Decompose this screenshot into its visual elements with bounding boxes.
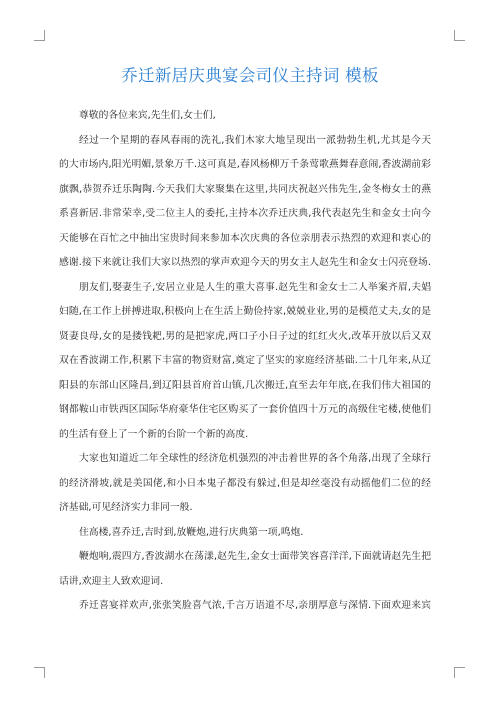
paragraph-line: 妇随,在工作上拼搏进取,积极向上在生活上勤俭持家,兢兢业业,男的是模范丈夫,女的是 — [59, 306, 431, 317]
paragraph-line: 的生活有登上了一个新的台阶一个新的高度. — [59, 428, 249, 440]
paragraph-line: 济基础,可见经济实力非同一般. — [59, 502, 193, 513]
page-corner-mark-bottom-right — [454, 667, 465, 678]
paragraph-line: 旗飘,恭贺乔迁乐陶陶.今天我们大家聚集在这里,共同庆祝赵兴伟先生,金冬梅女士的燕 — [59, 183, 431, 195]
paragraph-line: 经过一个星期的春风春雨的洗礼,我们木家大地呈现出一派勃勃生机,尤其是今天 — [79, 134, 431, 146]
paragraph-line: 的经济滑坡,就是美国佬,和小日本鬼子都没有躲过,但是却丝毫没有动摇他们二位的经 — [59, 477, 431, 489]
paragraph-line: 尊敬的各位来宾,先生们,女士们, — [79, 110, 216, 121]
page-corner-mark-top-right — [454, 30, 465, 41]
paragraph-line: 朋友们,娶妻生子,安居立业是人生的重大喜事.赵先生和金女士二人举案齐眉,夫娼 — [79, 281, 431, 293]
paragraph-line: 阳县的东部山区隆昌,到辽阳县首府首山镇,几次搬迁,直至去年年底,在我们伟大祖国的 — [59, 379, 431, 391]
paragraph-line: 贤妻良母,女的是搂钱耙,男的是把家虎,两口子小日子过的红红火火,改革开放以后又双 — [59, 330, 431, 342]
page-corner-mark-bottom-left — [34, 667, 45, 678]
paragraph-line: 话讲,欢迎主人致欢迎词. — [59, 575, 164, 587]
page-corner-mark-top-left — [34, 30, 45, 41]
paragraph-line: 系喜新居.非常荣幸,受二位主人的委托,主持本次乔迁庆典,我代表赵先生和金女士向今 — [59, 208, 431, 219]
document-title: 乔迁新居庆典宴会司仪主持词 模板 — [121, 66, 379, 85]
paragraph-line: 乔迁喜宴祥欢声,张张笑脸喜气浓,千言万语道不尽,亲朋厚意与深情.下面欢迎来宾 — [79, 600, 431, 611]
document-body — [59, 104, 431, 619]
paragraph-line: 感谢.接下来就让我们大家以热烈的掌声欢迎今天的男女主人赵先生和金女士闪亮登场. — [59, 257, 431, 268]
paragraph-line: 的大市场内,阳光明媚,景象万千.这可真是,春风杨柳万千条莺歌燕舞春意闹,香波湖前彩 — [59, 159, 431, 170]
paragraph-line: 钢都鞍山市铁西区国际华府豪华住宅区购买了一套价值四十万元的高级住宅楼,使他们 — [59, 404, 431, 415]
paragraph-line: 鞭炮响,震四方,香波湖水在荡漾,赵先生,金女士面带笑容喜洋洋,下面就请赵先生把 — [79, 551, 431, 562]
paragraph-line: 住高楼,喜乔迁,吉时到,放鞭炮,进行庆典第一项,鸣炮. — [79, 526, 304, 538]
paragraph-line: 大家也知道近二年全球性的经济危机强烈的冲击着世界的各个角落,出现了全球行 — [79, 453, 431, 464]
paragraph-line: 双在香波湖工作,积累下丰富的物资财富,奠定了坚实的家庭经济基础.二十几年来,从辽 — [59, 355, 431, 366]
paragraph-line: 天能够在百忙之中抽出宝贵时间来参加本次庆典的各位亲朋表示热烈的欢迎和衷心的 — [59, 232, 431, 244]
